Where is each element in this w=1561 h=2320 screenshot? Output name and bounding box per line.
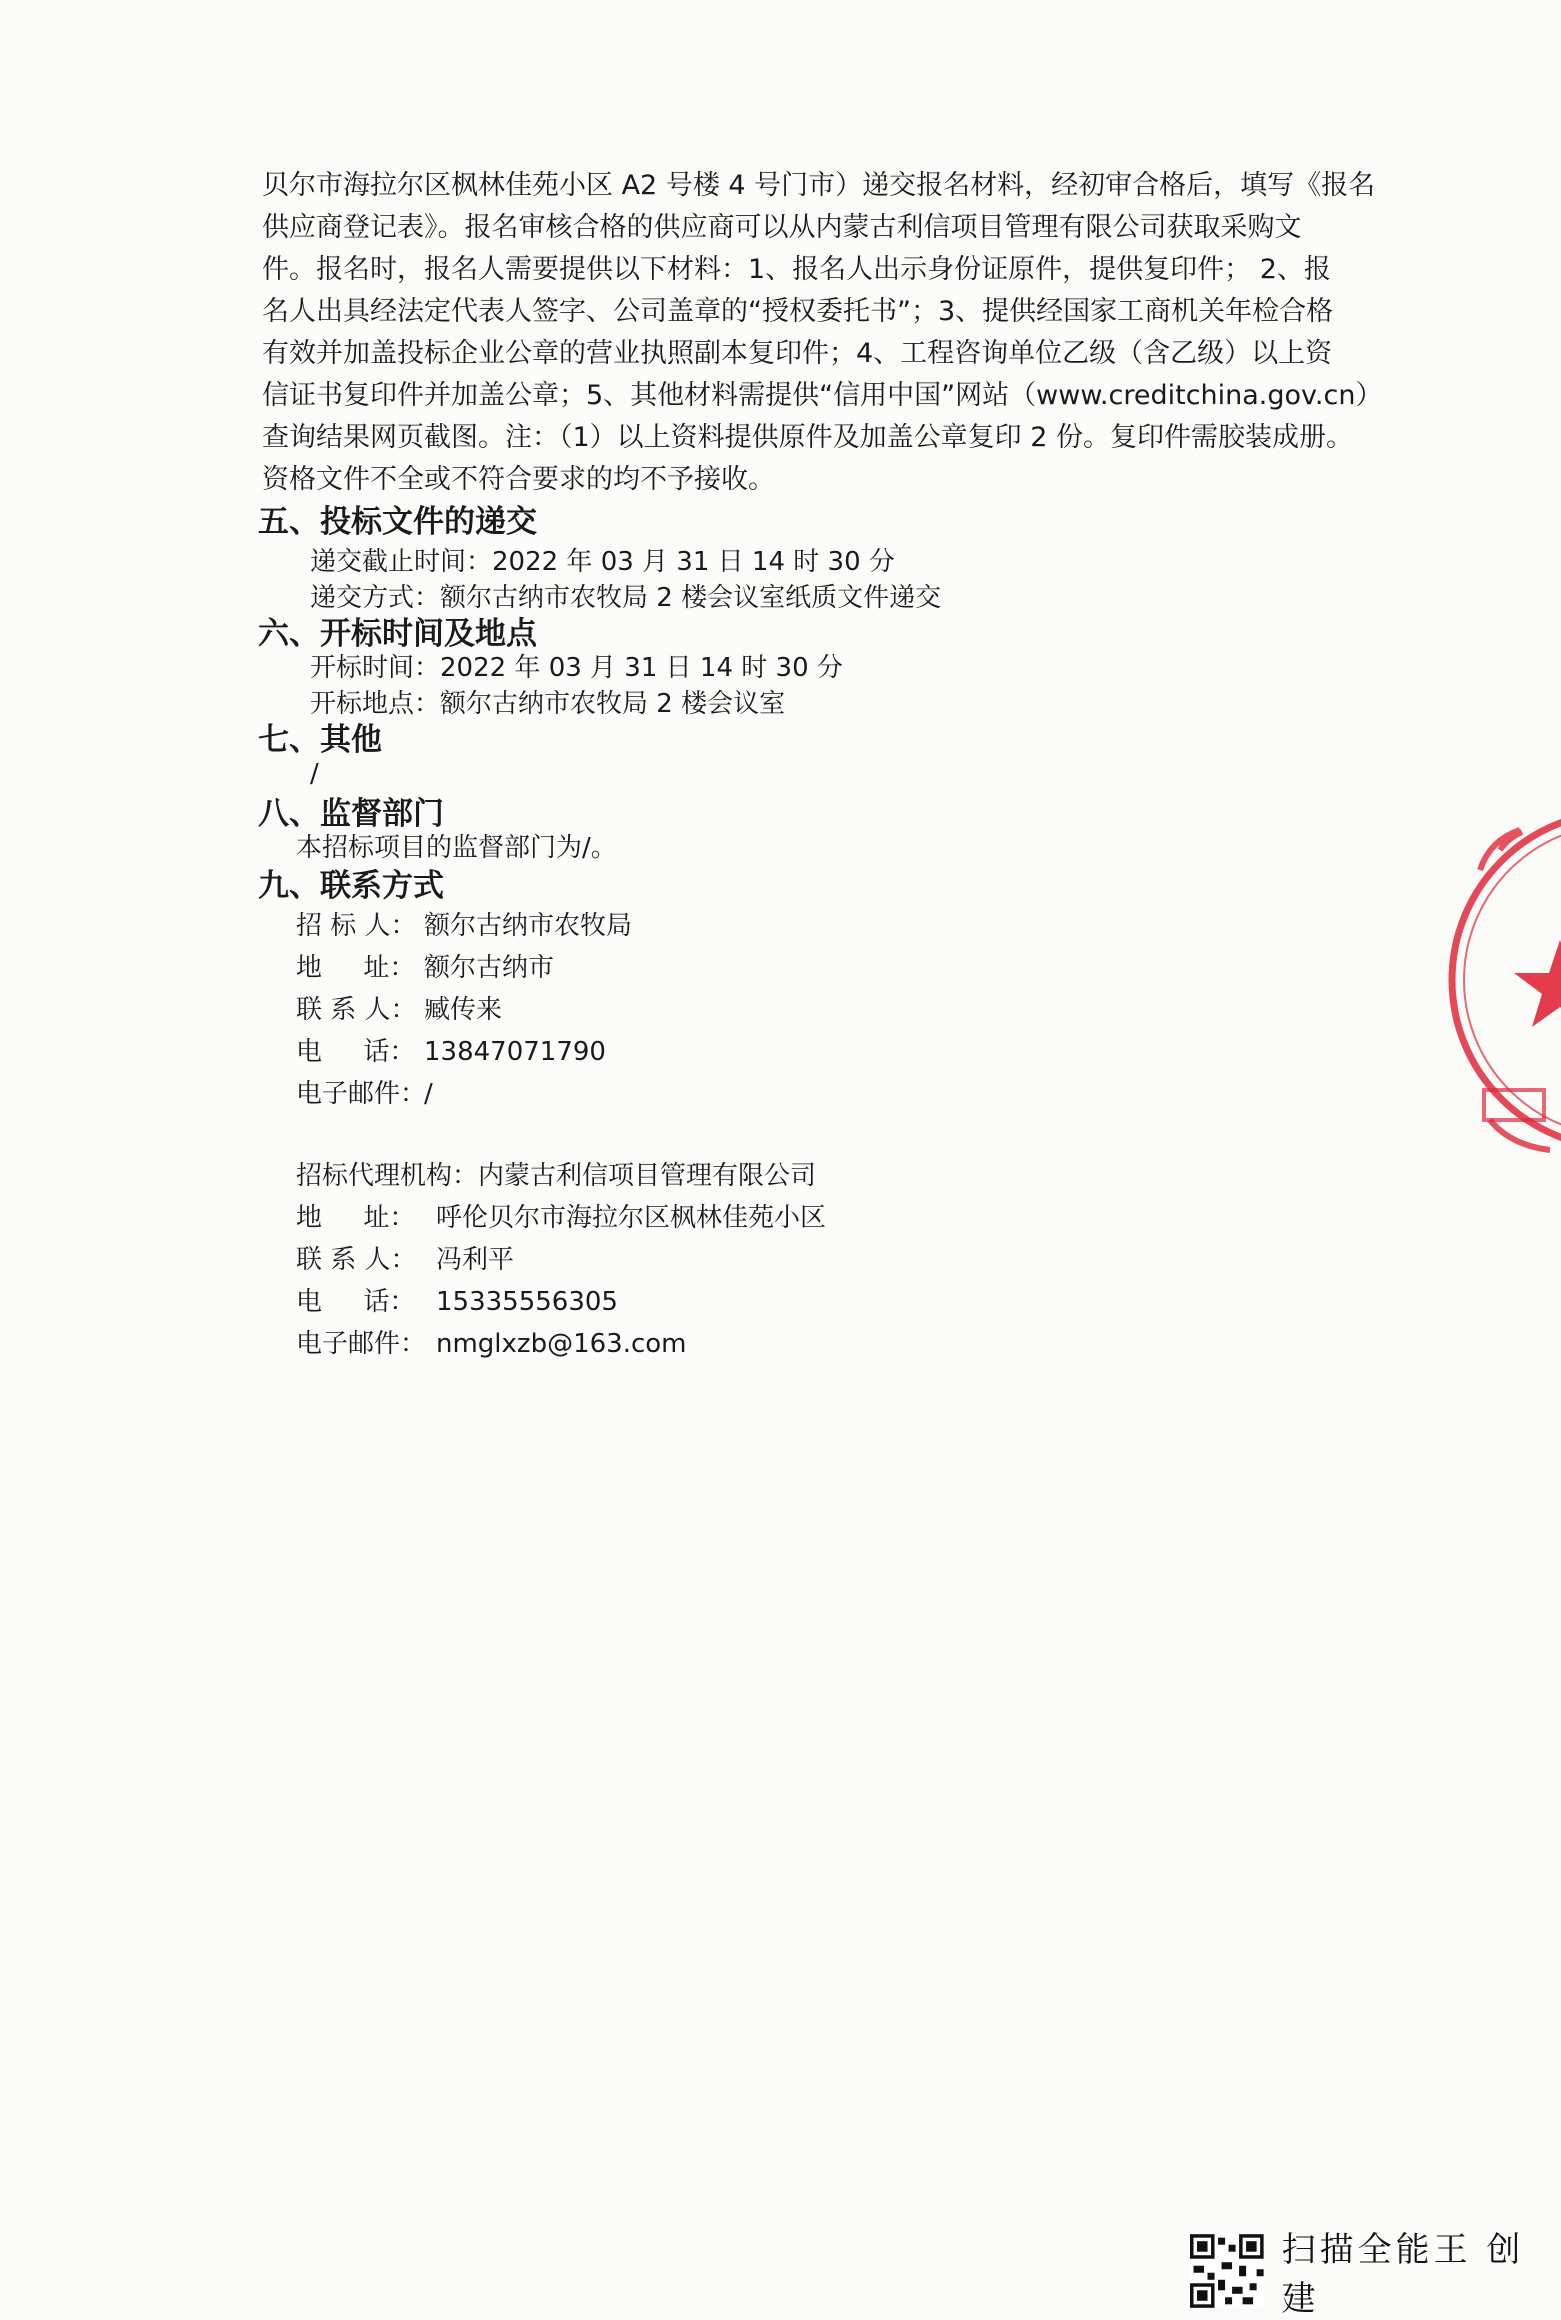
field-label: 电 话：	[296, 1037, 416, 1067]
agency-email-row	[296, 1324, 687, 1364]
submission-deadline: 递交截止时间：2022 年 03 月 31 日 14 时 30 分	[310, 547, 895, 577]
field-value: 13847071790	[424, 1037, 606, 1067]
field-value: 15335556305	[436, 1287, 618, 1317]
intro-line: 件。报名时，报名人需要提供以下材料：1、报名人出示身份证原件，提供复印件； 2、报	[262, 254, 1331, 285]
agency-name-row	[296, 1156, 816, 1196]
intro-line: 有效并加盖投标企业公章的营业执照副本复印件；4、工程咨询单位乙级（含乙级）以上资	[262, 338, 1333, 369]
field-value: 冯利平	[436, 1245, 515, 1275]
intro-line: 名人出具经法定代表人签字、公司盖章的“授权委托书”；3、提供经国家工商机关年检合格	[262, 296, 1334, 327]
section-heading-contact: 九、联系方式	[258, 868, 444, 904]
field-value: 额尔古纳市农牧局	[424, 911, 633, 941]
field-label: 地 址：	[296, 1203, 416, 1233]
field-label: 电 话：	[296, 1287, 416, 1317]
field-value: nmglxzb@163.com	[436, 1329, 687, 1359]
field-label: 地 址：	[296, 953, 416, 983]
tenderer-phone-row	[296, 1032, 606, 1072]
field-value: 呼伦贝尔市海拉尔区枫林佳苑小区	[436, 1203, 827, 1233]
tenderer-name-row	[296, 906, 632, 946]
field-label: 招 标 人：	[296, 911, 417, 941]
intro-line: 贝尔市海拉尔区枫林佳苑小区 A2 号楼 4 号门市）递交报名材料，经初审合格后，填写《报名	[262, 170, 1376, 201]
field-label: 招标代理机构：	[296, 1161, 479, 1191]
watermark-text: 扫描全能王 创建	[1281, 2230, 1525, 2319]
intro-line: 资格文件不全或不符合要求的均不予接收。	[262, 464, 775, 495]
star-icon	[1514, 940, 1561, 1027]
agency-phone-row	[296, 1282, 618, 1322]
scanner-watermark	[1190, 2230, 1561, 2319]
intro-line: 查询结果网页截图。注：（1）以上资料提供原件及加盖公章复印 2 份。复印件需胶装成册。	[262, 422, 1354, 453]
field-label: 电子邮件：	[296, 1079, 427, 1109]
field-value: 额尔古纳市	[424, 953, 555, 983]
official-seal	[1440, 790, 1561, 1170]
intro-line: 供应商登记表》。报名审核合格的供应商可以从内蒙古利信项目管理有限公司获取采购文	[262, 212, 1302, 243]
section-heading-other: 七、其他	[258, 722, 382, 758]
intro-line: 信证书复印件并加盖公章；5、其他材料需提供“信用中国”网站（www.creditchina.gov.cn）	[262, 380, 1383, 411]
agency-address-row	[296, 1198, 826, 1238]
field-label: 联 系 人：	[296, 1245, 417, 1275]
other-content: /	[310, 759, 319, 789]
field-label: 电子邮件：	[296, 1329, 427, 1359]
tenderer-contact-row	[296, 990, 502, 1030]
field-label: 联 系 人：	[296, 995, 417, 1025]
field-value: 内蒙古利信项目管理有限公司	[478, 1161, 817, 1191]
opening-time: 开标时间：2022 年 03 月 31 日 14 时 30 分	[310, 653, 843, 683]
section-heading-opening: 六、开标时间及地点	[258, 616, 537, 652]
opening-place: 开标地点：额尔古纳市农牧局 2 楼会议室	[310, 689, 786, 719]
tenderer-email-row	[296, 1074, 433, 1114]
section-heading-supervision: 八、监督部门	[258, 796, 444, 832]
submission-method: 递交方式：额尔古纳市农牧局 2 楼会议室纸质文件递交	[310, 583, 942, 613]
field-value: /	[424, 1079, 433, 1109]
supervision-content: 本招标项目的监督部门为/。	[296, 833, 617, 863]
agency-contact-row	[296, 1240, 514, 1280]
field-value: 臧传来	[424, 995, 503, 1025]
tenderer-address-row	[296, 948, 554, 988]
qr-code-icon	[1190, 2234, 1264, 2308]
section-heading-submission: 五、投标文件的递交	[258, 504, 537, 540]
